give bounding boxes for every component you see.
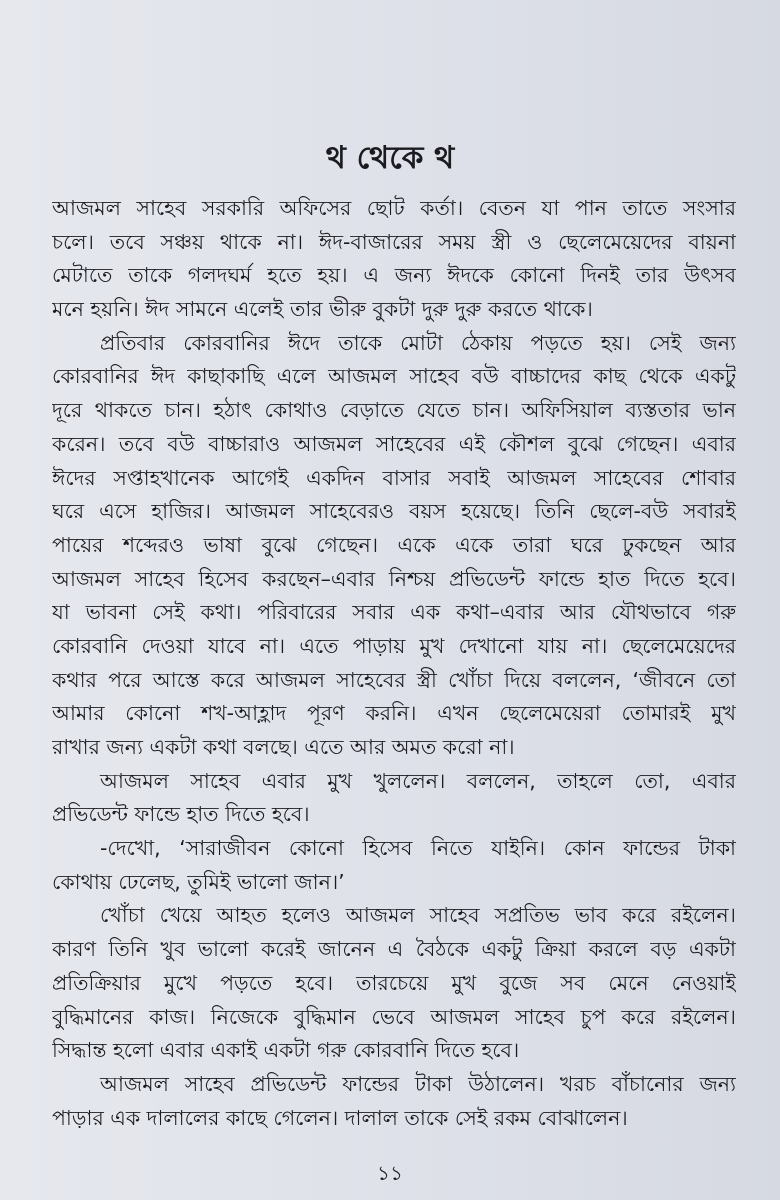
chapter-title: থ থেকে থ [325, 140, 455, 176]
text-line: করেন। তবে বউ বাচ্চারাও আজমল সাহেবের এই কৌশল বুঝে গেছেন। এবার [52, 431, 736, 456]
text-line: কোথায় ঢেলেছ, তুমিই ভালো জান।’ [52, 869, 345, 894]
text-line: সিদ্ধান্ত হলো এবার একাই একটা গরু কোরবানি দিতে হবে। [52, 1038, 520, 1063]
text-line: খোঁচা খেয়ে আহত হলেও আজমল সাহেব সপ্রতিভ ভাব করে রইলেন। [100, 903, 736, 928]
text-line: ঈদের সপ্তাহখানেক আগেই একদিন বাসার সবাই আজমল সাহেবের শোবার [52, 465, 736, 490]
text-line: -দেখো, ‘সারাজীবন কোনো হিসেব নিতে যাইনি। কোন ফান্ডের টাকা [100, 836, 736, 861]
text-line: আজমল সাহেব এবার মুখ খুললেন। বললেন, তাহলে তো, এবার [100, 768, 736, 793]
paragraph [52, 192, 736, 327]
paragraph [52, 327, 736, 765]
text-line: কারণ তিনি খুব ভালো করেই জানেন এ বৈঠকে একটু ক্রিয়া করলে বড় একটা [52, 937, 736, 962]
text-line: আজমল সাহেব প্রভিডেন্ট ফান্ডের টাকা উঠালেন। খরচ বাঁচানোর জন্য [100, 1071, 736, 1096]
paragraph [52, 1068, 736, 1135]
text-line: কথার পরে আস্তে করে আজমল সাহেবের স্ত্রী খোঁচা দিয়ে বললেন, ‘জীবনে তো [52, 667, 736, 692]
text-line: প্রতিবার কোরবানির ঈদে তাকে মোটা ঠেকায় পড়তে হয়। সেই জন্য [100, 330, 736, 355]
text-line: পায়ের শব্দেরও ভাষা বুঝে গেছেন। একে একে তারা ঘরে ঢুকছেন আর [52, 532, 736, 557]
text-line: আজমল সাহেব হিসেব করছেন–এবার নিশ্চয় প্রভিডেন্ট ফান্ডে হাত দিতে হবে। [52, 566, 736, 591]
text-line: চলে। তবে সঞ্চয় থাকে না। ঈদ-বাজারের সময় স্ত্রী ও ছেলেমেয়েদের বায়না [52, 229, 736, 254]
text-line: দূরে থাকতে চান। হঠাৎ কোথাও বেড়াতে যেতে চান। অফিসিয়াল ব্যস্ততার ভান [52, 398, 736, 423]
text-line: বুদ্ধিমানের কাজ। নিজেকে বুদ্ধিমান ভেবে আজমল সাহেব চুপ করে রইলেন। [52, 1004, 736, 1029]
text-line: প্রভিডেন্ট ফান্ডে হাত দিতে হবে। [52, 802, 310, 827]
text-line: কোরবানির ঈদ কাছাকাছি এলে আজমল সাহেব বউ বাচ্চাদের কাছ থেকে একটু [52, 364, 736, 389]
text-line: মেটাতে তাকে গলদঘর্ম হতে হয়। এ জন্য ঈদকে কোনো দিনই তার উৎসব [52, 263, 736, 288]
body-text [52, 192, 736, 1135]
page-number: ১১ [377, 1161, 403, 1185]
text-line: কোরবানি দেওয়া যাবে না। এতে পাড়ায় মুখ দেখানো যায় না। ছেলেমেয়েদের [52, 633, 736, 658]
text-line: আমার কোনো শখ-আহ্লাদ পূরণ করনি। এখন ছেলেমেয়েরা তোমারই মুখ [52, 701, 736, 726]
text-line: যা ভাবনা সেই কথা। পরিবারের সবার এক কথা–এবার আর যৌথভাবে গরু [52, 600, 736, 625]
text-line: পাড়ার এক দালালের কাছে গেলেন। দালাল তাকে সেই রকম বোঝালেন। [52, 1105, 628, 1130]
text-line: রাখার জন্য একটা কথা বলছে। এতে আর অমত করো না। [52, 735, 515, 759]
text-line: ঘরে এসে হাজির। আজমল সাহেবেরও বয়স হয়েছে। তিনি ছেলে-বউ সবারই [52, 499, 736, 524]
text-line: আজমল সাহেব সরকারি অফিসের ছোট কর্তা। বেতন যা পান তাতে সংসার [52, 196, 736, 220]
text-line: মনে হয়নি। ঈদ সামনে এলেই তার ভীরু বুকটা দুরু দুরু করতে থাকে। [52, 297, 593, 322]
paragraph [52, 832, 736, 899]
paragraph [52, 765, 736, 832]
text-line: প্রতিক্রিয়ার মুখে পড়তে হবে। তারচেয়ে মুখ বুজে সব মেনে নেওয়াই [52, 970, 736, 995]
paragraph [52, 899, 736, 1067]
